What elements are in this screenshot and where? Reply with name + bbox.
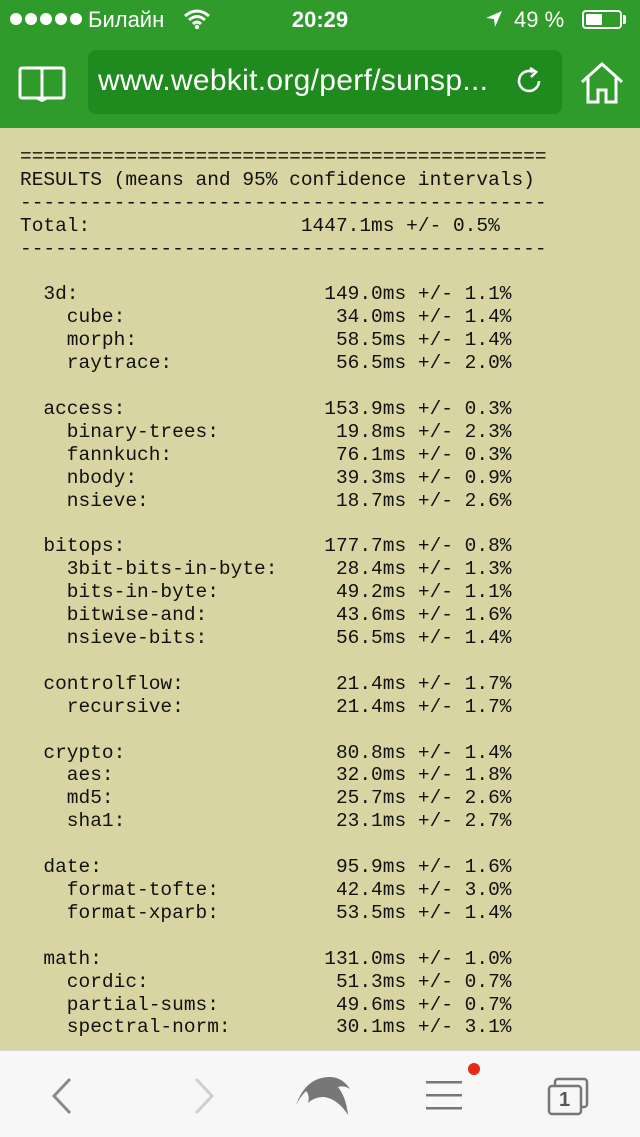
- carrier-name: Билайн: [88, 7, 165, 32]
- reload-icon[interactable]: [512, 64, 546, 103]
- test-row: fannkuch: 76.1ms +/- 0.3%: [20, 443, 512, 466]
- test-row: bitwise-and: 43.6ms +/- 1.6%: [20, 604, 512, 627]
- browser-toolbar: [0, 0, 640, 128]
- group-row: controlflow: 21.4ms +/- 1.7%: [20, 672, 512, 695]
- menu-icon[interactable]: [424, 1079, 464, 1116]
- test-row: binary-trees: 19.8ms +/- 2.3%: [20, 420, 512, 443]
- test-row: sha1: 23.1ms +/- 2.7%: [20, 810, 512, 833]
- group-row: access: 153.9ms +/- 0.3%: [20, 397, 512, 420]
- test-row: raytrace: 56.5ms +/- 2.0%: [20, 352, 512, 375]
- tab-count: 1: [559, 1089, 571, 1111]
- test-row: aes: 32.0ms +/- 1.8%: [20, 764, 512, 787]
- separator-line: ---------------------------------------------: [20, 191, 547, 214]
- forward-icon[interactable]: [192, 1077, 216, 1120]
- group-row: math: 131.0ms +/- 1.0%: [20, 947, 512, 970]
- test-row: format-tofte: 42.4ms +/- 3.0%: [20, 879, 512, 901]
- test-row: nsieve-bits: 56.5ms +/- 1.4%: [20, 627, 512, 650]
- back-icon[interactable]: [50, 1077, 74, 1120]
- reader-icon[interactable]: [18, 64, 66, 107]
- results-heading: RESULTS (means and 95% confidence intervals): [20, 168, 535, 191]
- battery-icon: [582, 10, 622, 29]
- battery-percentage: 49 %: [514, 7, 565, 32]
- test-row: spectral-norm: 30.1ms +/- 3.1%: [20, 1016, 512, 1039]
- battery-tip: [623, 15, 626, 24]
- url-text[interactable]: www.webkit.org/perf/sunsp...: [98, 64, 489, 97]
- notification-dot: [468, 1063, 480, 1075]
- address-bar[interactable]: [88, 50, 562, 114]
- test-row: nsieve: 18.7ms +/- 2.6%: [20, 489, 512, 512]
- test-row: partial-sums: 49.6ms +/- 0.7%: [20, 993, 512, 1016]
- test-row: bits-in-byte: 49.2ms +/- 1.1%: [20, 581, 512, 604]
- battery-level-fill: [586, 14, 602, 25]
- test-row: cordic: 51.3ms +/- 0.7%: [20, 970, 512, 993]
- status-bar: [0, 0, 640, 40]
- group-row: date: 95.9ms +/- 1.6%: [20, 856, 512, 879]
- total-row: Total: 1447.1ms +/- 0.5%: [20, 214, 500, 237]
- test-row: recursive: 21.4ms +/- 1.7%: [20, 695, 512, 718]
- results-content: [20, 146, 620, 1039]
- test-row: format-xparb: 53.5ms +/- 1.4%: [20, 901, 512, 924]
- separator-line: ---------------------------------------------: [20, 237, 547, 260]
- group-row: crypto: 80.8ms +/- 1.4%: [20, 741, 512, 764]
- test-row: md5: 25.7ms +/- 2.6%: [20, 787, 512, 810]
- separator-line: =============================================: [20, 146, 547, 168]
- location-arrow-icon: [484, 9, 504, 35]
- group-row: bitops: 177.7ms +/- 0.8%: [20, 535, 512, 558]
- test-row: nbody: 39.3ms +/- 0.9%: [20, 466, 512, 489]
- group-row: 3d: 149.0ms +/- 1.1%: [20, 283, 512, 306]
- home-icon[interactable]: [578, 60, 626, 111]
- results-text: [20, 146, 620, 1039]
- test-row: morph: 58.5ms +/- 1.4%: [20, 329, 512, 352]
- bottom-toolbar: [0, 1050, 640, 1137]
- clock: 20:29: [291, 7, 349, 32]
- tabs-icon[interactable]: [546, 1077, 590, 1122]
- dolphin-icon[interactable]: [294, 1069, 354, 1124]
- test-row: cube: 34.0ms +/- 1.4%: [20, 306, 512, 329]
- test-row: 3bit-bits-in-byte: 28.4ms +/- 1.3%: [20, 558, 512, 581]
